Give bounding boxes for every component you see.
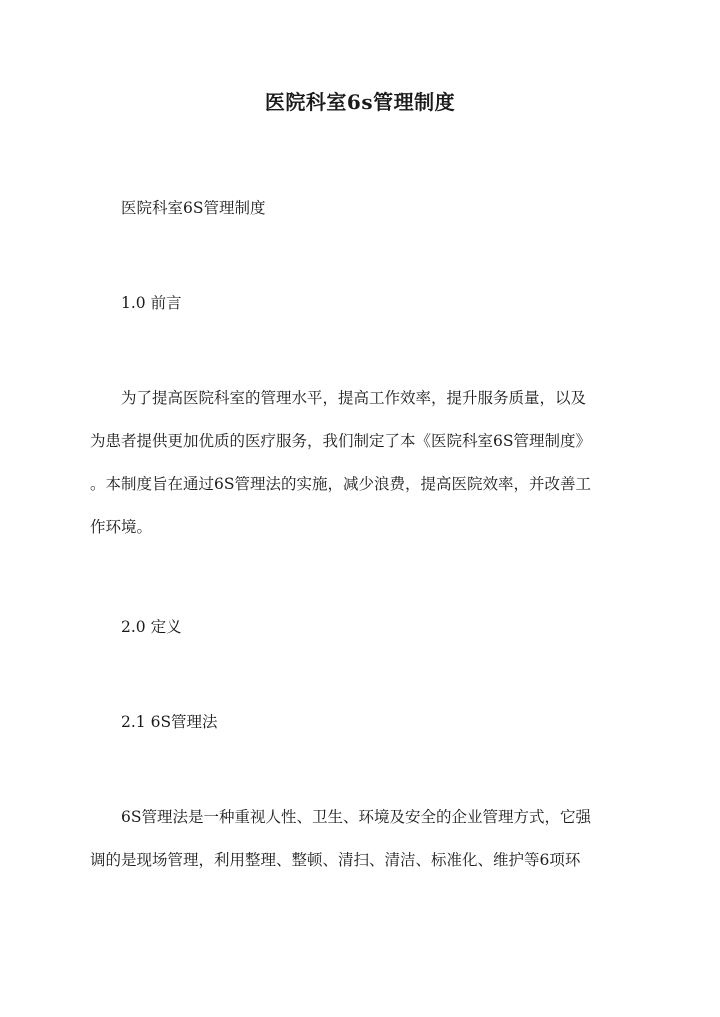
paragraph-line: 。本制度旨在通过6S管理法的实施，减少浪费，提高医院效率，并改善工	[90, 475, 591, 493]
section-heading-6s-method: 2.1 6S管理法	[121, 713, 218, 731]
paragraph-line: 作环境。	[90, 518, 153, 536]
section-heading-preface: 1.0 前言	[121, 294, 182, 312]
preface-paragraph	[90, 387, 635, 559]
paragraph-line: 为了提高医院科室的管理水平，提高工作效率，提升服务质量，以及	[121, 389, 587, 407]
section-heading-definitions: 2.0 定义	[121, 618, 182, 636]
document-subtitle: 医院科室6S管理制度	[121, 199, 266, 217]
paragraph-line: 6S管理法是一种重视人性、卫生、环境及安全的企业管理方式，它强	[121, 808, 591, 826]
paragraph-line: 调的是现场管理，利用整理、整顿、清扫、清洁、标准化、维护等6项环	[90, 851, 581, 869]
document-title: 医院科室6s管理制度	[264, 90, 456, 114]
6s-method-paragraph	[90, 806, 635, 892]
paragraph-line: 为患者提供更加优质的医疗服务，我们制定了本《医院科室6S管理制度》	[90, 432, 591, 450]
